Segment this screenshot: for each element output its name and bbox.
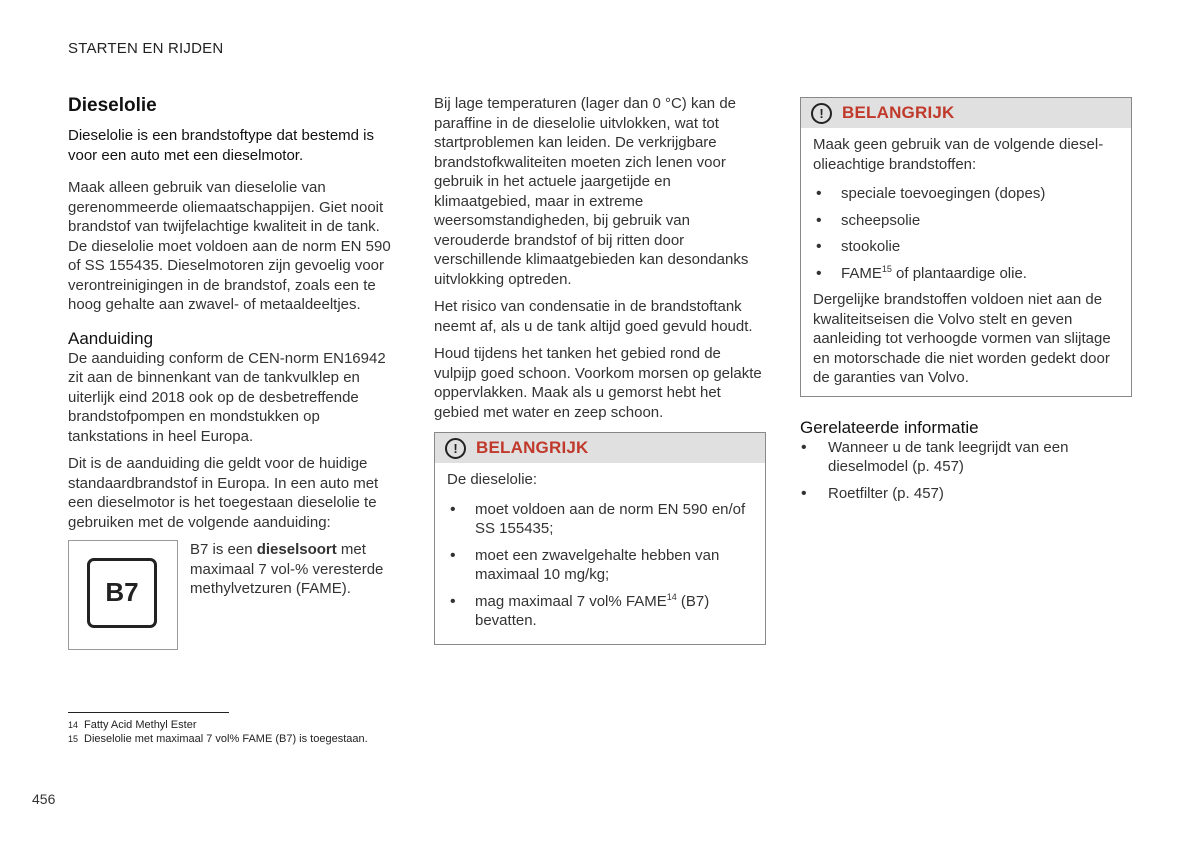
footnote — [68, 718, 368, 732]
important-notice-box — [434, 432, 766, 645]
paragraph: Het risico van condensatie in de brandstoftank neemt af, als u de tank altijd goed gevuld houdt. — [434, 298, 753, 335]
column-3 — [800, 94, 1132, 510]
footnote-ref-14: 14 — [666, 591, 677, 602]
fuel-text-pre: B7 is een — [190, 541, 257, 558]
exclamation-circle-icon: ! — [811, 103, 832, 124]
notice-title: BELANGRIJK — [476, 438, 589, 458]
notice-list — [447, 500, 753, 631]
notice-header — [435, 433, 765, 463]
notice-list — [813, 184, 1119, 283]
fuel-text-bold: dieselsoort — [256, 541, 337, 558]
fuel-label-row — [68, 540, 403, 650]
footnote-divider — [68, 712, 229, 713]
intro-text: Dieselolie is een brandstoftype dat bestemd is voor een auto met een dieselmotor. — [68, 127, 375, 164]
related-info-list — [800, 438, 1132, 504]
fuel-text-post: met maximaal 7 vol-% veresterde methylvetzuren (FAME). — [190, 541, 384, 597]
notice-outro: Dergelijke brandstoffen voldoen niet aan de kwaliteitseisen die Volvo stelt en geven aanleiding tot verhoogde vormen van slijtage en motorschade die niet worden gedekt door de garanties van Volvo. — [813, 291, 1111, 386]
list-item: • moet een zwavelgehalte hebben van maximaal 10 mg/kg; — [447, 546, 753, 585]
footnote-number: 15 — [68, 734, 79, 744]
notice-intro: Maak geen gebruik van de volgende diesel-olieachtige brandstoffen: — [813, 136, 1104, 173]
footnotes — [68, 718, 368, 746]
related-info-title: Gerelateerde informatie — [800, 417, 979, 437]
notice-title: BELANGRIJK — [842, 103, 955, 123]
related-link[interactable]: • Roetfilter (p. 457) — [800, 484, 1132, 504]
notice-body — [435, 463, 765, 644]
footnote-text: Dieselolie met maximaal 7 vol% FAME (B7) is toegestaan. — [84, 733, 368, 745]
related-link[interactable]: • Wanneer u de tank leegrijdt van een dieselmodel (p. 457) — [800, 438, 1132, 477]
paragraph: Dit is de aanduiding die geldt voor de huidige standaardbrandstof in Europa. In een auto met een dieselmotor is het toegestaan dieselolie te gebruiken met de volgende aanduiding: — [68, 455, 379, 531]
list-item: • moet voldoen aan de norm EN 590 en/of SS 155435; — [447, 500, 753, 539]
page-title: Dieselolie — [68, 95, 157, 116]
list-item-text: (B7) bevatten. — [475, 592, 710, 629]
footnote-number: 14 — [68, 720, 79, 730]
notice-header — [801, 98, 1131, 128]
fuel-symbol-description — [190, 540, 403, 650]
footnote-ref-15: 15 — [881, 263, 892, 274]
column-1 — [68, 94, 403, 650]
list-item-text: mag maximaal 7 vol% FAME — [475, 592, 667, 610]
list-item — [447, 592, 753, 631]
footnote-text: Fatty Acid Methyl Ester — [84, 719, 197, 731]
section-header: STARTEN EN RIJDEN — [68, 40, 224, 57]
list-item: • stookolie — [813, 237, 1119, 257]
paragraph: Maak alleen gebruik van dieselolie van gerenommeerde oliemaatschappijen. Giet nooit brandstof van twijfelachtige kwaliteit in de tank. De dieselolie moet voldoen aan de norm EN 590 of SS 155435. Dieselmotoren zijn gevoelig voor verontreinigingen in de brandstof, zoals een te hoog gehalte aan zwavel- of metaaldeeltjes. — [68, 179, 391, 313]
paragraph: Bij lage temperaturen (lager dan 0 °C) kan de paraffine in de dieselolie uitvlokken, wat tot startproblemen kan leiden. De verkrijgbare brandstofkwaliteiten moeten zich lenen voor gebruik in het actuele jaargetijde en klimaatgebied, maar in extreme weersomstandigheden, bij gebruik van verouderde brandstof of bij ritten door verschillende klimaatgebieden kan desondanks uitvlokking optreden. — [434, 95, 749, 288]
exclamation-circle-icon: ! — [445, 438, 466, 459]
footnote — [68, 732, 368, 746]
paragraph: Houd tijdens het tanken het gebied rond de vulpijp goed schoon. Voorkom morsen op gelakte oppervlakken. Maak als u gemorst hebt het gebied met water en zeep schoon. — [434, 345, 762, 421]
list-item: • speciale toevoegingen (dopes) — [813, 184, 1119, 204]
list-item-text: FAME — [841, 264, 882, 282]
subheading-aanduiding: Aanduiding — [68, 328, 154, 348]
list-item — [813, 264, 1119, 284]
notice-intro: De dieselolie: — [447, 471, 538, 488]
important-notice-box — [800, 97, 1132, 397]
fuel-symbol-frame — [68, 540, 178, 650]
b7-fuel-symbol-icon: B7 — [87, 558, 157, 628]
list-item: • scheepsolie — [813, 211, 1119, 231]
list-item-text: of plantaardige olie. — [891, 264, 1027, 282]
page-number: 456 — [32, 791, 56, 807]
paragraph: De aanduiding conform de CEN-norm EN16942 zit aan de binnenkant van de tankvulklep en uiterlijk eind 2018 ook op de desbetreffende brandstofpompen en mondstukken op tankstations in heel Europa. — [68, 349, 386, 445]
notice-body — [801, 128, 1131, 396]
column-2 — [434, 94, 766, 645]
